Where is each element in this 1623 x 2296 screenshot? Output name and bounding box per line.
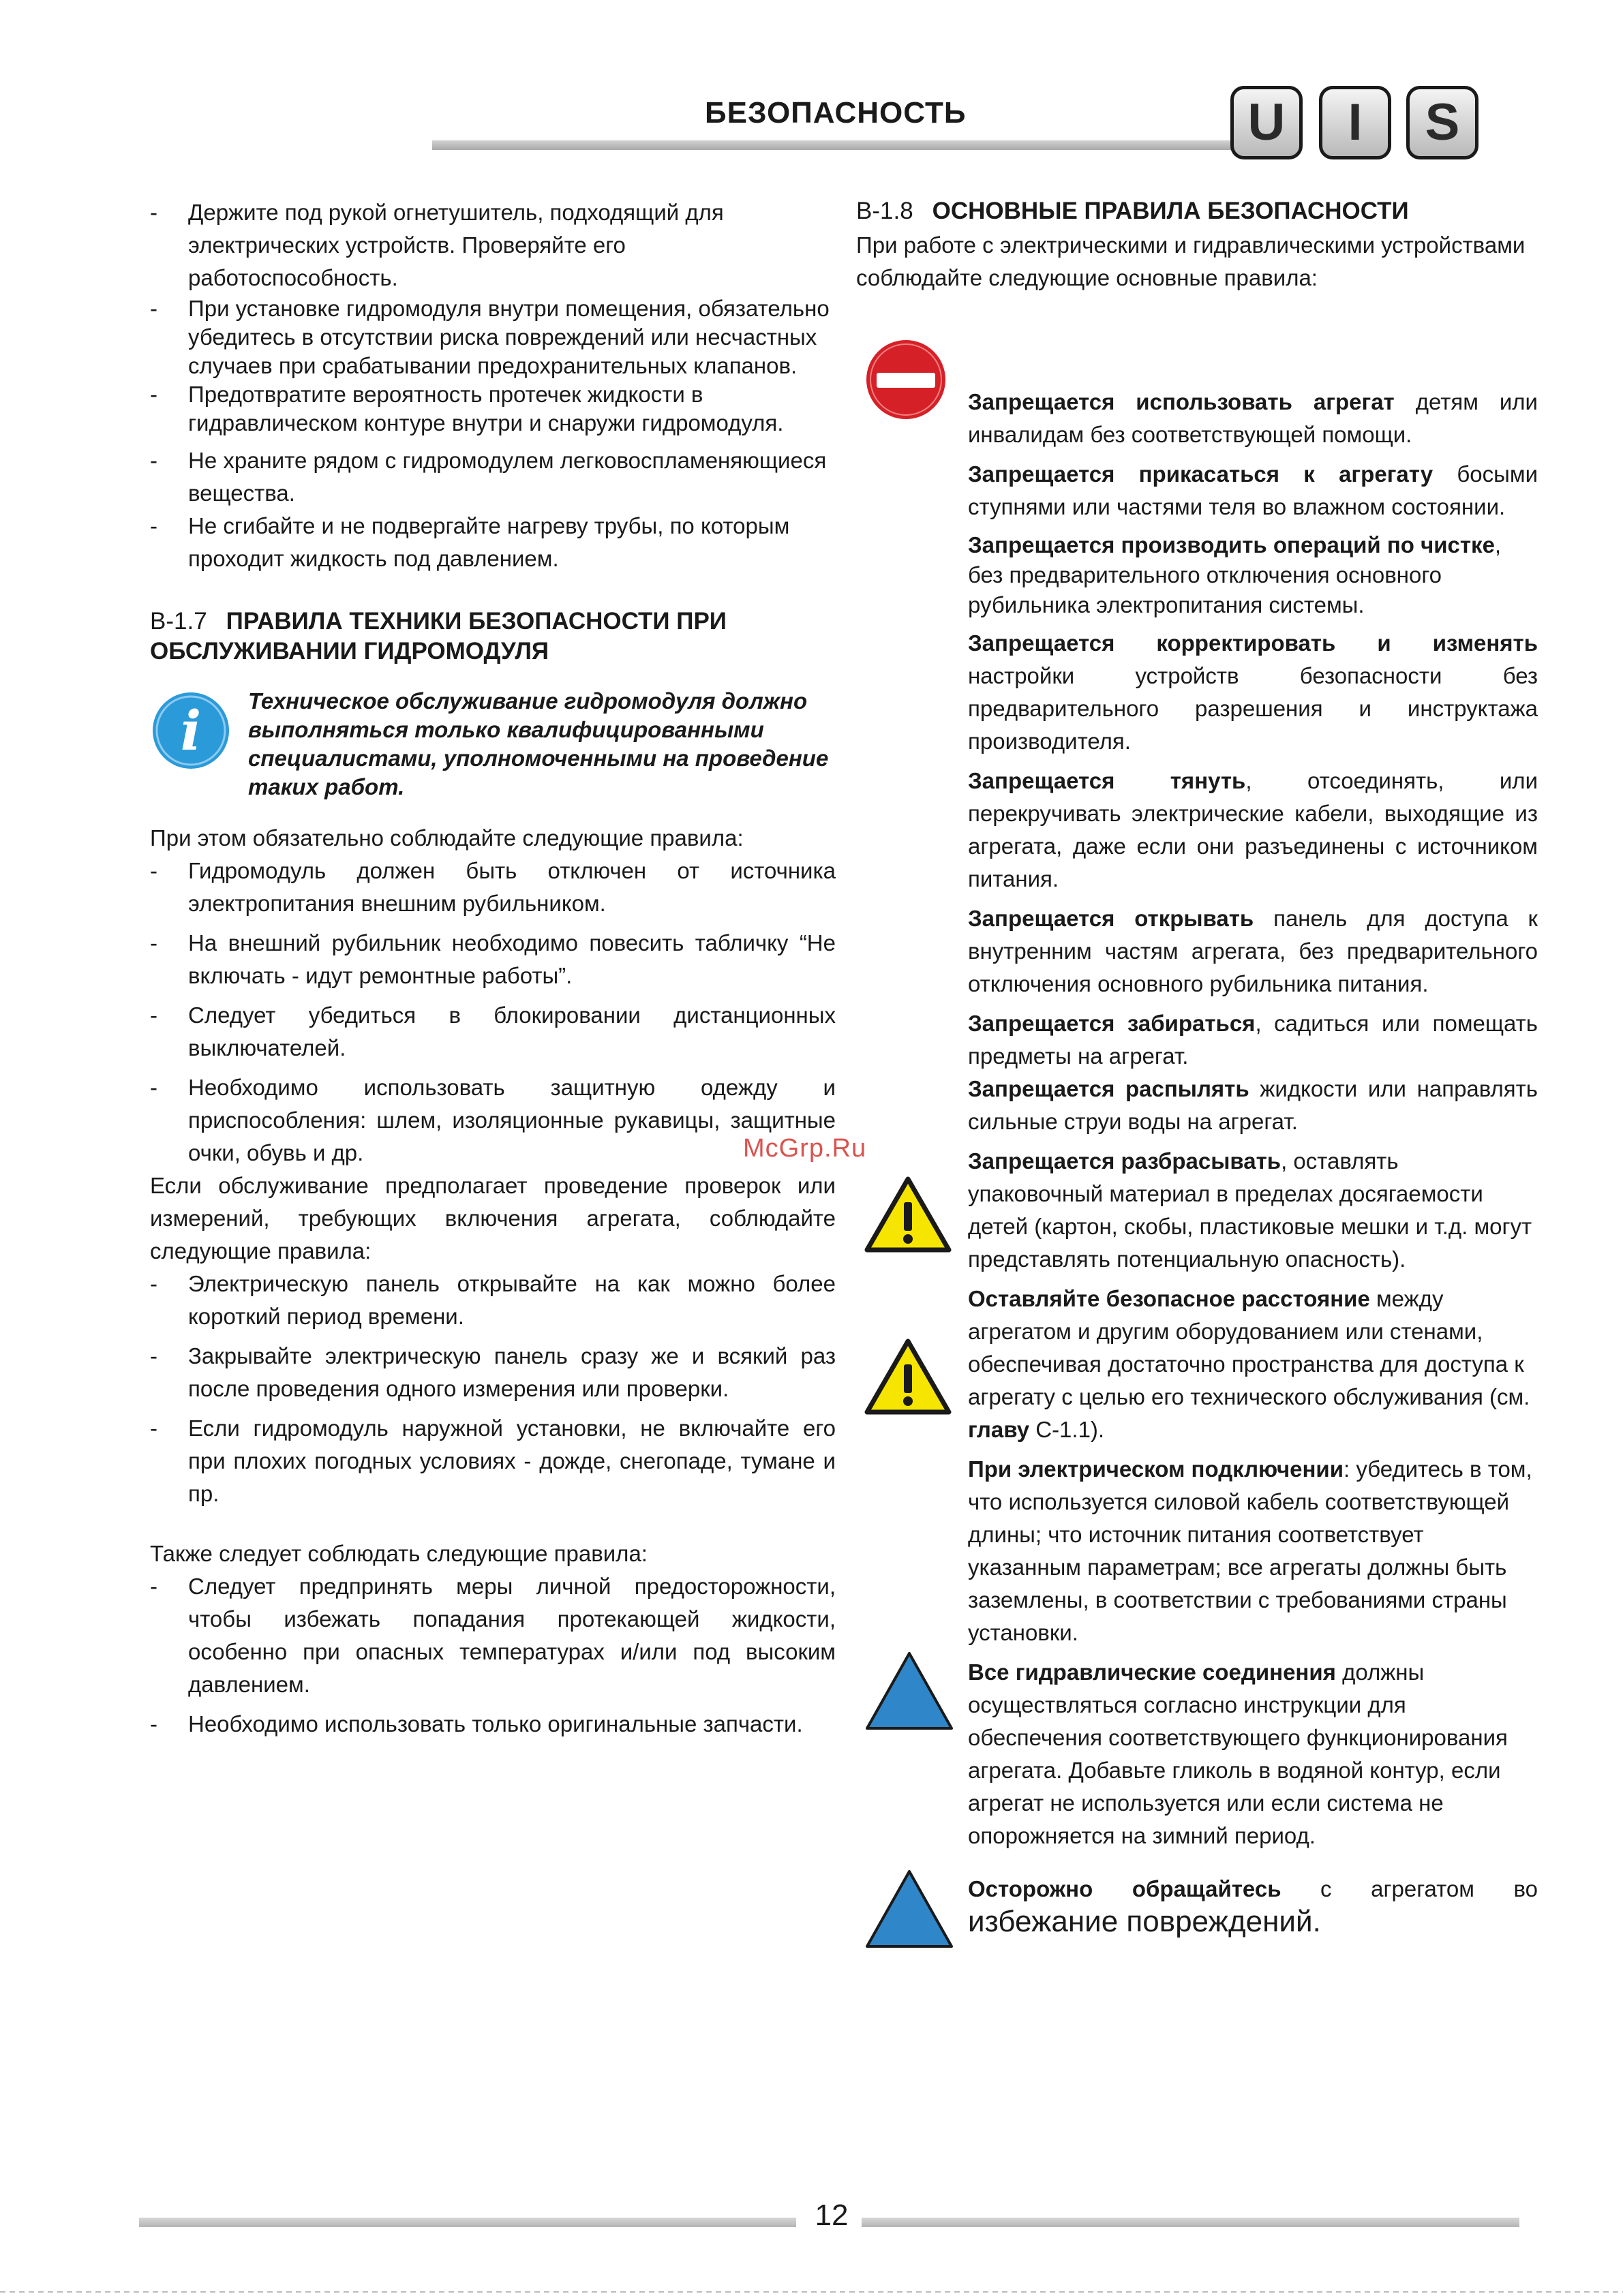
section-number: B-1.8 bbox=[856, 198, 913, 224]
page-number: 12 bbox=[815, 2199, 849, 2232]
brand-logo bbox=[1230, 86, 1483, 164]
list-item: - Электрическую панель открывайте на как можно более короткий период времени. bbox=[150, 1268, 836, 1333]
rule-item bbox=[856, 530, 1538, 620]
list-item: - Не сгибайте и не подвергайте нагреву трубы, по которым проходит жидкость под давлением. bbox=[150, 510, 836, 575]
rule-text-large: избежание повреждений. bbox=[968, 1905, 1321, 1938]
rule-item bbox=[856, 1145, 1538, 1276]
paragraph: Также следует соблюдать следующие правила: bbox=[150, 1541, 648, 1566]
paragraph: При этом обязательно соблюдайте следующие правила: bbox=[150, 825, 744, 851]
page-title: БЕЗОПАСНОСТЬ bbox=[705, 96, 967, 129]
triangle-icon bbox=[864, 1651, 954, 1731]
section-title: ОСНОВНЫЕ ПРАВИЛА БЕЗОПАСНОСТИ bbox=[932, 198, 1409, 224]
rule-text: , оставлять упаковочный материал в пределах досягаемости детей (картон, скобы, пластиковые мешки и т.д. могут представлять потенциальную опасность). bbox=[968, 1148, 1532, 1272]
rule-text: между агрегатом и другим оборудованием или стенами, обеспечивая достаточно пространства для доступа к агрегату с целью его технического обслуживания (см. bbox=[968, 1286, 1530, 1409]
scan-edge-line bbox=[0, 2291, 1623, 2293]
rule-text: , без предварительного отключения основного рубильника электропитания системы. bbox=[968, 532, 1502, 617]
rule-bold: главу bbox=[968, 1417, 1030, 1442]
rule-item bbox=[856, 1283, 1538, 1446]
rule-bold: При электрическом подключении bbox=[968, 1456, 1344, 1482]
rule-bold: Запрещается открывать bbox=[968, 906, 1254, 931]
rule-item bbox=[856, 1453, 1538, 1649]
list-item: - Гидромодуль должен быть отключен от источника электропитания внешним рубильником. bbox=[150, 855, 836, 920]
list-item: - Не храните рядом с гидромодулем легковоспламеняющиеся вещества. bbox=[150, 444, 836, 510]
rule-bold: Запрещается тянуть bbox=[968, 768, 1246, 793]
rule-text: панель для доступа к внутренним частям агрегата, без предварительного отключения основного рубильника питания. bbox=[968, 906, 1538, 996]
list-item: - Закрывайте электрическую панель сразу же и всякий раз после проведения одного измерения или проверки. bbox=[150, 1340, 836, 1405]
section-title: ПРАВИЛА ТЕХНИКИ БЕЗОПАСНОСТИ ПРИ ОБСЛУЖИВАНИИ ГИДРОМОДУЛЯ bbox=[150, 608, 727, 664]
rule-item bbox=[856, 765, 1538, 896]
logo-letter-u: U bbox=[1230, 86, 1303, 159]
rule-item bbox=[856, 1873, 1538, 1940]
rule-bold: Запрещается прикасаться к агрегату bbox=[968, 461, 1434, 487]
section-heading-b17 bbox=[150, 607, 836, 667]
rule-item bbox=[856, 1073, 1538, 1138]
rule-item bbox=[856, 1007, 1538, 1073]
list-item: - Необходимо использовать защитную одежду и приспособления: шлем, изоляционные рукавицы, защитные очки, обувь и др. bbox=[150, 1071, 836, 1169]
logo-letter-s: S bbox=[1406, 86, 1478, 159]
rule-bold: Запрещается корректировать и изменять bbox=[968, 630, 1538, 656]
paragraph: Если обслуживание предполагает проведение проверок или измерений, требующих включения агрегата, соблюдайте следующие правила: bbox=[150, 1173, 836, 1264]
list-item: - Необходимо использовать только оригинальные запчасти. bbox=[150, 1708, 836, 1741]
list-item: - Предотвратите вероятность протечек жидкости в гидравлическом контуре внутри и снаружи гидромодуля. bbox=[150, 380, 836, 438]
list-item: - На внешний рубильник необходимо повесить табличку “Не включать - идут ремонтные работы”. bbox=[150, 927, 836, 992]
list-item: - Если гидромодуль наружной установки, не включайте его при плохих погодных условиях - дожде, снегопаде, тумане и пр. bbox=[150, 1412, 836, 1510]
info-note bbox=[150, 687, 836, 803]
rule-text: должны осуществляться согласно инструкции для обеспечения соответствующего функционирования агрегата. Добавьте гликоль в водяной контур, если агрегат не используется или если система не опорожняется на зимний период. bbox=[968, 1659, 1508, 1848]
left-column bbox=[150, 196, 836, 1741]
list-item: - Держите под рукой огнетушитель, подходящий для электрических устройств. Проверяйте его работоспособность. bbox=[150, 196, 836, 294]
rule-text: жидкости или направлять сильные струи воды на агрегат. bbox=[968, 1076, 1538, 1134]
rule-item bbox=[856, 386, 1538, 451]
rule-text: с агрегатом во bbox=[1281, 1876, 1538, 1901]
footer-divider bbox=[139, 2218, 796, 2227]
watermark: McGrp.Ru bbox=[743, 1134, 867, 1163]
rule-item bbox=[856, 1656, 1538, 1852]
rule-text: C-1.1). bbox=[1029, 1417, 1105, 1442]
list-item: - При установке гидромодуля внутри помещения, обязательно убедитесь в отсутствии риска повреждений или несчастных случаев при срабатывании предохранительных клапанов. bbox=[150, 294, 836, 380]
footer-divider bbox=[862, 2218, 1519, 2227]
section-heading-b18 bbox=[856, 196, 1538, 226]
right-column bbox=[856, 196, 1538, 1940]
rule-bold: Запрещается использовать агрегат bbox=[968, 389, 1395, 414]
rule-bold: Осторожно обращайтесь bbox=[968, 1876, 1281, 1901]
rule-item bbox=[856, 458, 1538, 523]
rule-text: , отсоединять, или перекручивать электрические кабели, выходящие из агрегата, даже если они разъединены с источником питания. bbox=[968, 768, 1538, 891]
info-icon bbox=[150, 690, 232, 771]
svg-text:i: i bbox=[180, 699, 202, 763]
rule-bold: Запрещается распылять bbox=[968, 1076, 1249, 1101]
list-item: - Следует убедиться в блокировании дистанционных выключателей. bbox=[150, 999, 836, 1065]
warning-icon bbox=[864, 1338, 952, 1415]
logo-letter-i: I bbox=[1319, 86, 1391, 159]
no-entry-icon bbox=[864, 338, 947, 421]
rule-bold: Оставляйте безопасное расстояние bbox=[968, 1286, 1370, 1311]
paragraph: При работе с электрическими и гидравлическими устройствами соблюдайте следующие основные правила: bbox=[856, 232, 1526, 290]
rule-bold: Запрещается разбрасывать bbox=[968, 1148, 1281, 1174]
list-item: - Следует предпринять меры личной предосторожности, чтобы избежать попадания протекающей жидкости, особенно при опасных температурах и/или под высоким давлением. bbox=[150, 1570, 836, 1701]
rule-text: босыми ступнями или частями теля во влажном состоянии. bbox=[968, 461, 1538, 519]
rule-item bbox=[856, 902, 1538, 1000]
rule-text: настройки устройств безопасности без предварительного разрешения и инструктажа производителя. bbox=[968, 663, 1538, 754]
rule-text: : убедитесь в том, что используется силовой кабель соответствующей длины; что источник питания соответствует указанным параметрам; все агрегаты должны быть заземлены, в соответствии с требованиями страны установки. bbox=[968, 1456, 1532, 1645]
rule-bold: Запрещается производить операций по чистке bbox=[968, 532, 1495, 557]
rule-bold: Запрещается забираться bbox=[968, 1011, 1256, 1036]
rule-bold: Все гидравлические соединения bbox=[968, 1659, 1336, 1685]
rule-item bbox=[856, 627, 1538, 758]
header-divider bbox=[432, 140, 1250, 150]
rule-text: , садиться или помещать предметы на агрегат. bbox=[968, 1011, 1538, 1069]
triangle-icon bbox=[864, 1869, 954, 1949]
info-text: Техническое обслуживание гидромодуля должно выполняться только квалифицированными специалистами, уполномоченными на проведение таких работ. bbox=[248, 688, 829, 799]
rule-text: детям или инвалидам без соответствующей помощи. bbox=[968, 389, 1538, 447]
section-number: B-1.7 bbox=[150, 608, 207, 634]
warning-icon bbox=[864, 1176, 952, 1253]
